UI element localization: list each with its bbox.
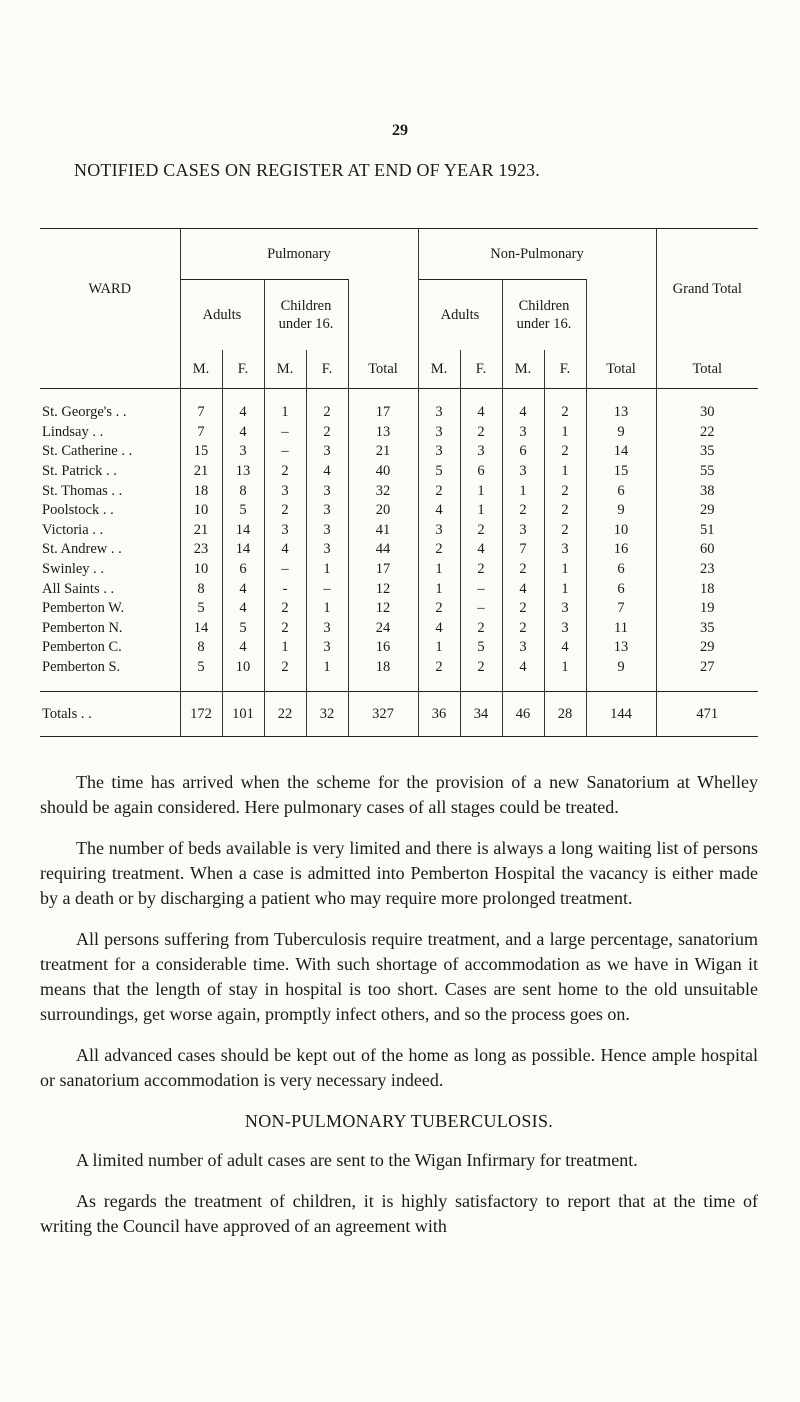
- non-pulmonary-children-header: Children under 16.: [502, 280, 586, 351]
- cell-grand: 19: [700, 600, 715, 617]
- cell-n-cf: 2: [544, 521, 586, 541]
- cell-n-total: 15: [586, 462, 656, 482]
- cell-grand: 18: [700, 580, 715, 597]
- ward-header: WARD: [40, 229, 180, 351]
- ward-name: Pemberton N.: [40, 619, 180, 639]
- cell-n-total: 7: [586, 599, 656, 619]
- cell-p-total: 16: [348, 638, 418, 658]
- table-row: [40, 560, 758, 580]
- col-header-f: F.: [222, 350, 264, 389]
- cell-n-cm: 46: [502, 692, 544, 737]
- cell-p-cm: 2: [264, 501, 306, 521]
- cases-register-table: [40, 228, 758, 737]
- cell-p-total: 17: [348, 560, 418, 580]
- page-number: 29: [392, 122, 408, 139]
- ward-name: Poolstock . .: [40, 501, 180, 521]
- totals-label: Totals . .: [40, 692, 180, 737]
- cell-n-am: 5: [418, 462, 460, 482]
- cell-p-total: 40: [348, 462, 418, 482]
- cell-p-cf: 4: [306, 462, 348, 482]
- cell-p-total: 17: [348, 389, 418, 423]
- cell-p-am: 21: [180, 462, 222, 482]
- non-pulmonary-header: Non-Pulmonary: [418, 229, 656, 280]
- cell-n-af: 2: [460, 560, 502, 580]
- non-pulmonary-adults-header: Adults: [418, 280, 502, 351]
- cell-p-am: 7: [180, 389, 222, 423]
- cell-p-am: 23: [180, 540, 222, 560]
- cell-p-am: 8: [180, 638, 222, 658]
- cell-p-total: 327: [348, 692, 418, 737]
- cell-n-am: 3: [418, 521, 460, 541]
- cell-p-af: 6: [222, 560, 264, 580]
- ward-name: Pemberton C.: [40, 638, 180, 658]
- cell-grand: 38: [700, 482, 715, 499]
- cell-grand: 27: [700, 659, 715, 676]
- cell-n-cf: 3: [544, 599, 586, 619]
- cell-p-cm: 3: [264, 521, 306, 541]
- page-title: NOTIFIED CASES ON REGISTER AT END OF YEAR 1923.: [74, 160, 540, 180]
- cell-n-am: 2: [418, 599, 460, 619]
- cell-n-am: 4: [418, 619, 460, 639]
- cell-grand: 471: [656, 692, 758, 737]
- cell-p-total: 20: [348, 501, 418, 521]
- cell-p-am: 7: [180, 423, 222, 443]
- cell-p-cm: 22: [264, 692, 306, 737]
- cell-n-af: 34: [460, 692, 502, 737]
- cell-p-cf: 1: [306, 599, 348, 619]
- pulmonary-children-header: Children under 16.: [264, 280, 348, 351]
- cell-n-total: 10: [586, 521, 656, 541]
- cell-p-cf: 3: [306, 481, 348, 501]
- cell-p-cf: 3: [306, 501, 348, 521]
- cell-n-cm: 3: [502, 462, 544, 482]
- cell-n-am: 1: [418, 560, 460, 580]
- cell-n-cf: 2: [544, 442, 586, 462]
- grand-total-header: Grand Total: [656, 229, 758, 351]
- table-row: [40, 540, 758, 560]
- cell-n-total: 14: [586, 442, 656, 462]
- cell-n-cm: 4: [502, 658, 544, 692]
- cell-p-total: 41: [348, 521, 418, 541]
- cell-n-total: 13: [586, 389, 656, 423]
- cell-n-total: 6: [586, 579, 656, 599]
- cell-n-cf: 1: [544, 579, 586, 599]
- cell-p-total: 21: [348, 442, 418, 462]
- cell-n-am: 3: [418, 442, 460, 462]
- cell-n-cf: 2: [544, 481, 586, 501]
- cell-n-af: 2: [460, 658, 502, 692]
- cell-n-af: 2: [460, 423, 502, 443]
- cell-n-am: 4: [418, 501, 460, 521]
- cell-p-am: 5: [180, 658, 222, 692]
- cell-n-af: 2: [460, 619, 502, 639]
- cell-p-cf: 1: [306, 658, 348, 692]
- cell-p-total: 32: [348, 481, 418, 501]
- cell-p-cm: 4: [264, 540, 306, 560]
- cell-p-am: 10: [180, 501, 222, 521]
- cell-p-total: 18: [348, 658, 418, 692]
- cell-n-total: 16: [586, 540, 656, 560]
- cell-p-total: 12: [348, 579, 418, 599]
- cell-n-cm: 2: [502, 501, 544, 521]
- ward-name: St. Andrew . .: [40, 540, 180, 560]
- cell-n-total: 144: [586, 692, 656, 737]
- cell-grand: 30: [700, 404, 715, 421]
- cell-n-total: 9: [586, 658, 656, 692]
- cell-p-am: 18: [180, 481, 222, 501]
- cell-n-cm: 2: [502, 560, 544, 580]
- cell-n-cf: 2: [544, 389, 586, 423]
- cell-n-cf: 3: [544, 540, 586, 560]
- cell-p-total: 24: [348, 619, 418, 639]
- table-row: [40, 481, 758, 501]
- paragraph: All advanced cases should be kept out of the home as long as possible. Hence ample hospital or sanatorium accommodation is very necessary indeed.: [40, 1045, 758, 1090]
- table-row: [40, 501, 758, 521]
- cell-grand: 60: [700, 541, 715, 558]
- ward-name: St. George's . .: [40, 389, 180, 423]
- table-row: [40, 638, 758, 658]
- cell-p-af: 5: [222, 619, 264, 639]
- cell-p-af: 10: [222, 658, 264, 692]
- table-row: [40, 442, 758, 462]
- col-header-f: F.: [306, 350, 348, 389]
- paragraph: As regards the treatment of children, it is highly satisfactory to report that at the time of writing the Council have approved of an agreement with: [40, 1191, 758, 1236]
- cell-n-cm: 1: [502, 481, 544, 501]
- table-row: [40, 521, 758, 541]
- cell-p-af: 14: [222, 540, 264, 560]
- col-header-m: M.: [502, 350, 544, 389]
- ward-name: St. Catherine . .: [40, 442, 180, 462]
- cell-p-af: 5: [222, 501, 264, 521]
- cell-p-cf: 3: [306, 619, 348, 639]
- cell-n-am: 3: [418, 389, 460, 423]
- cell-n-total: 11: [586, 619, 656, 639]
- cell-p-cf: 2: [306, 389, 348, 423]
- cell-p-cm: 2: [264, 462, 306, 482]
- cell-n-total: 6: [586, 481, 656, 501]
- cell-n-am: 2: [418, 481, 460, 501]
- ward-name: St. Thomas . .: [40, 481, 180, 501]
- col-header-m: M.: [180, 350, 222, 389]
- cell-grand: 23: [700, 561, 715, 578]
- cell-n-am: 2: [418, 658, 460, 692]
- ward-name: Pemberton S.: [40, 658, 180, 692]
- cell-p-cf: 3: [306, 521, 348, 541]
- cell-p-cf: 3: [306, 540, 348, 560]
- cell-p-cm: 3: [264, 481, 306, 501]
- cell-p-cm: –: [264, 442, 306, 462]
- cell-n-cf: 3: [544, 619, 586, 639]
- cell-grand: 29: [700, 639, 715, 656]
- cell-n-af: 5: [460, 638, 502, 658]
- cell-p-total: 13: [348, 423, 418, 443]
- cell-n-cm: 6: [502, 442, 544, 462]
- cell-n-cm: 4: [502, 579, 544, 599]
- table-row: [40, 423, 758, 443]
- cell-n-af: 3: [460, 442, 502, 462]
- cell-p-am: 10: [180, 560, 222, 580]
- paragraph: The time has arrived when the scheme for the provision of a new Sanatorium at Whelley should be again considered. Here pulmonary cases of all stages could be treated.: [40, 772, 758, 817]
- cell-p-cm: –: [264, 560, 306, 580]
- cell-n-af: 1: [460, 501, 502, 521]
- cell-p-af: 4: [222, 638, 264, 658]
- cell-n-am: 3: [418, 423, 460, 443]
- cell-n-total: 6: [586, 560, 656, 580]
- cell-grand: 55: [700, 463, 715, 480]
- table-row: [40, 619, 758, 639]
- cell-p-total: 12: [348, 599, 418, 619]
- ward-name: Lindsay . .: [40, 423, 180, 443]
- cell-n-am: 1: [418, 638, 460, 658]
- cell-grand: 51: [700, 521, 715, 538]
- col-header-f: F.: [460, 350, 502, 389]
- cell-n-cf: 2: [544, 501, 586, 521]
- body-text: [40, 770, 758, 1255]
- cell-n-cm: 4: [502, 389, 544, 423]
- cell-p-cf: 3: [306, 442, 348, 462]
- cell-n-cf: 28: [544, 692, 586, 737]
- cell-grand: 35: [700, 443, 715, 460]
- cell-p-cf: 32: [306, 692, 348, 737]
- cell-grand: 35: [700, 619, 715, 636]
- cell-p-af: 8: [222, 481, 264, 501]
- cell-n-am: 1: [418, 579, 460, 599]
- cell-n-cm: 3: [502, 638, 544, 658]
- cell-p-af: 14: [222, 521, 264, 541]
- cell-p-af: 13: [222, 462, 264, 482]
- cell-n-cf: 1: [544, 423, 586, 443]
- table-row: [40, 389, 758, 423]
- cell-grand: 29: [700, 502, 715, 519]
- cell-n-cm: 2: [502, 599, 544, 619]
- col-header-m: M.: [418, 350, 460, 389]
- cell-n-cm: 2: [502, 619, 544, 639]
- cell-p-cm: 2: [264, 599, 306, 619]
- cell-p-af: 4: [222, 579, 264, 599]
- cell-p-cm: 2: [264, 658, 306, 692]
- table-row: [40, 599, 758, 619]
- cell-n-cf: 1: [544, 560, 586, 580]
- section-heading: NON-PULMONARY TUBERCULOSIS.: [244, 1111, 554, 1131]
- paragraph: A limited number of adult cases are sent to the Wigan Infirmary for treatment.: [76, 1150, 638, 1170]
- pulmonary-header: Pulmonary: [180, 229, 418, 280]
- col-header-total: Total: [348, 350, 418, 389]
- ward-name: Swinley . .: [40, 560, 180, 580]
- cell-p-cm: 2: [264, 619, 306, 639]
- cell-n-total: 13: [586, 638, 656, 658]
- cell-n-af: 4: [460, 540, 502, 560]
- cell-p-cf: –: [306, 579, 348, 599]
- col-header-f: F.: [544, 350, 586, 389]
- cell-n-cm: 3: [502, 521, 544, 541]
- cell-n-cf: 4: [544, 638, 586, 658]
- cell-grand: 22: [700, 423, 715, 440]
- cell-p-cm: 1: [264, 389, 306, 423]
- cell-n-am: 36: [418, 692, 460, 737]
- cell-p-am: 15: [180, 442, 222, 462]
- col-header-grand-total: Total: [656, 350, 758, 389]
- cell-n-cf: 1: [544, 462, 586, 482]
- cell-n-af: –: [460, 579, 502, 599]
- ward-name: Victoria . .: [40, 521, 180, 541]
- cell-n-total: 9: [586, 501, 656, 521]
- cell-n-cm: 7: [502, 540, 544, 560]
- cell-p-cf: 3: [306, 638, 348, 658]
- cell-p-total: 44: [348, 540, 418, 560]
- paragraph: All persons suffering from Tuberculosis require treatment, and a large percentage, sanatorium treatment for a considerable time. With such shortage of accommodation as we have in Wigan it means that the length of stay in hospital is too short. Cases are sent home to the old unsuitable surroundings, get worse again, promptly infect others, and so the process goes on.: [40, 929, 758, 1024]
- cell-p-af: 101: [222, 692, 264, 737]
- cell-p-af: 4: [222, 389, 264, 423]
- cell-n-total: 9: [586, 423, 656, 443]
- col-header-m: M.: [264, 350, 306, 389]
- cell-n-cf: 1: [544, 658, 586, 692]
- totals-row: [40, 692, 758, 737]
- cell-p-cm: -: [264, 579, 306, 599]
- cell-p-cf: 1: [306, 560, 348, 580]
- cell-p-af: 4: [222, 599, 264, 619]
- cell-n-cm: 3: [502, 423, 544, 443]
- paragraph: The number of beds available is very limited and there is always a long waiting list of persons requiring treatment. When a case is admitted into Pemberton Hospital the vacancy is either made by a death or by discharging a patient who may require more prolonged treatment.: [40, 838, 758, 908]
- ward-name: Pemberton W.: [40, 599, 180, 619]
- col-header-total: Total: [586, 350, 656, 389]
- cell-n-af: 1: [460, 481, 502, 501]
- ward-name: All Saints . .: [40, 579, 180, 599]
- cell-p-am: 5: [180, 599, 222, 619]
- cell-n-af: 2: [460, 521, 502, 541]
- table-row: [40, 462, 758, 482]
- cell-p-af: 4: [222, 423, 264, 443]
- cell-n-af: 6: [460, 462, 502, 482]
- cell-p-am: 21: [180, 521, 222, 541]
- cell-p-cm: –: [264, 423, 306, 443]
- table-row: [40, 579, 758, 599]
- cell-p-cm: 1: [264, 638, 306, 658]
- pulmonary-adults-header: Adults: [180, 280, 264, 351]
- cell-p-am: 8: [180, 579, 222, 599]
- cell-n-am: 2: [418, 540, 460, 560]
- cell-p-cf: 2: [306, 423, 348, 443]
- cell-p-am: 172: [180, 692, 222, 737]
- cell-n-af: 4: [460, 389, 502, 423]
- cell-n-af: –: [460, 599, 502, 619]
- cell-p-af: 3: [222, 442, 264, 462]
- cell-p-am: 14: [180, 619, 222, 639]
- table-row: [40, 658, 758, 692]
- ward-name: St. Patrick . .: [40, 462, 180, 482]
